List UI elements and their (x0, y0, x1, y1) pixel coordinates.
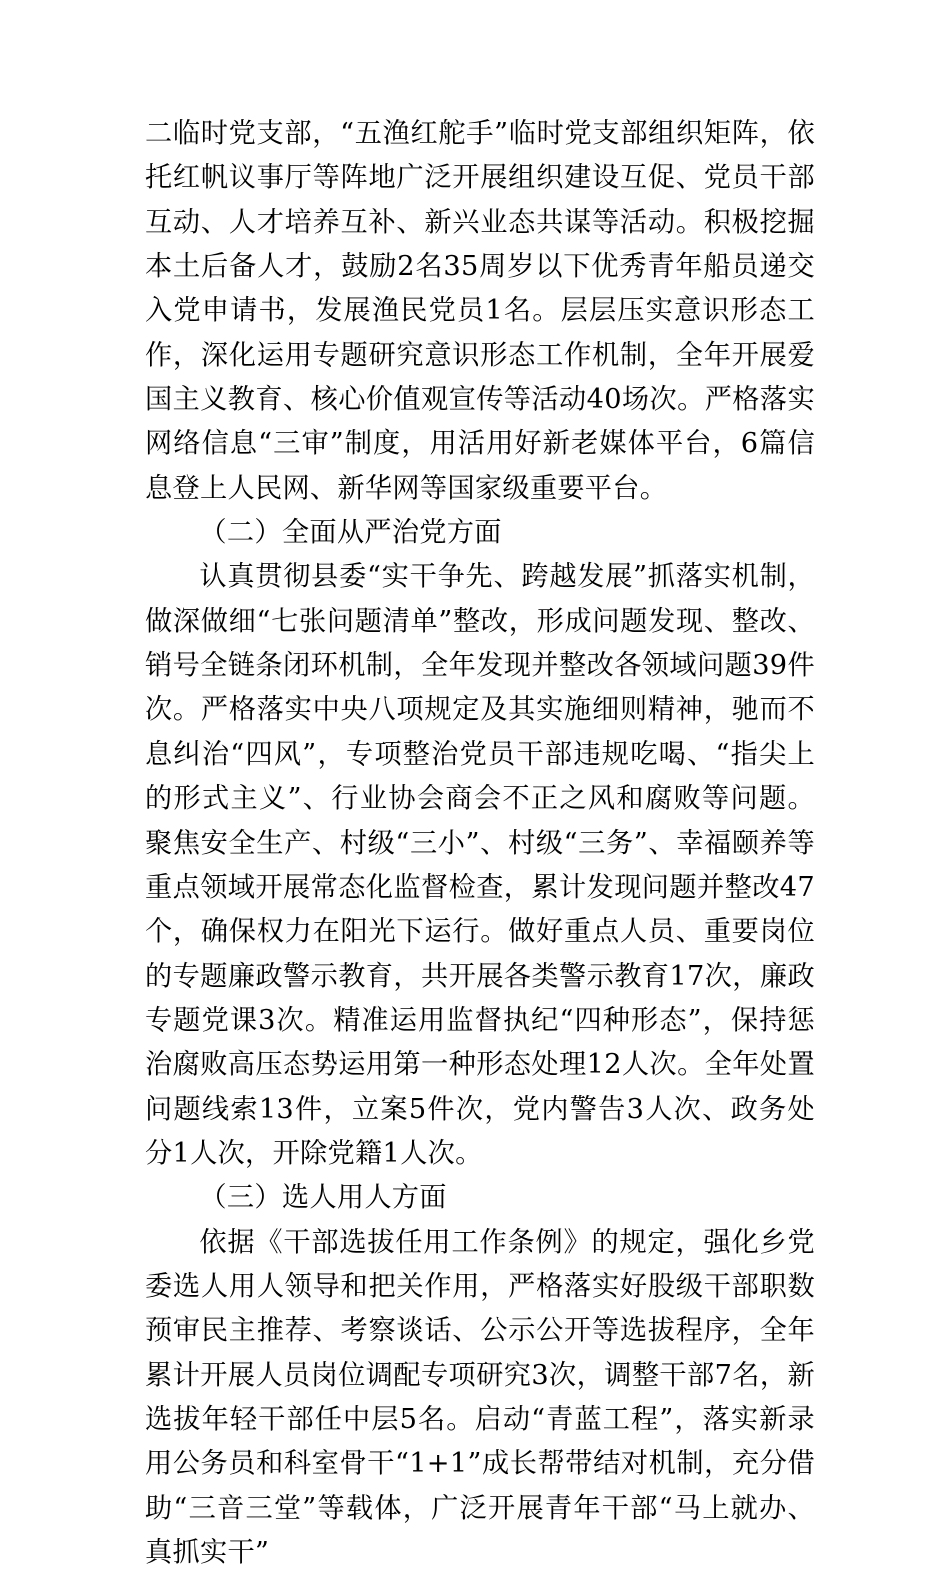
paragraph-party-branch: 二临时党支部，“五渔红舵手”临时党支部组织矩阵，依托红帆议事厅等阵地广泛开展组织建设互促、党员干部互动、人才培养互补、新兴业态共谋等活动。积极挖掘本土后备人才，鼓励2名35周岁以下优秀青年船员递交入党申请书，发展渔民党员1名。层层压实意识形态工作，深化运用专题研究意识形态工作机制，全年开展爱国主义教育、核心价值观宣传等活动40场次。严格落实网络信息“三审”制度，用活用好新老媒体平台，6篇信息登上人民网、新华网等国家级重要平台。 (145, 118, 815, 504)
section-heading-party-governance: （二）全面从严治党方面 (199, 517, 502, 549)
document-body (145, 112, 815, 1575)
paragraph-party-governance: 认真贯彻县委“实干争先、跨越发展”抓落实机制，做深做细“七张问题清单”整改，形成问题发现、整改、销号全链条闭环机制，全年发现并整改各领域问题39件次。严格落实中央八项规定及其实施细则精神，驰而不息纠治“四风”，专项整治党员干部违规吃喝、“指尖上的形式主义”、行业协会商会不正之风和腐败等问题。聚焦安全生产、村级“三小”、村级“三务”、幸福颐养等重点领域开展常态化监督检查，累计发现问题并整改47个，确保权力在阳光下运行。做好重点人员、重要岗位的专题廉政警示教育，共开展各类警示教育17次，廉政专题党课3次。精准运用监督执纪“四种形态”，保持惩治腐败高压态势运用第一种形态处理12人次。全年处置问题线索13件，立案5件次，党内警告3人次、政务处分1人次，开除党籍1人次。 (145, 561, 815, 1169)
paragraph-personnel-selection: 依据《干部选拔任用工作条例》的规定，强化乡党委选人用人领导和把关作用，严格落实好股级干部职数预审民主推荐、考察谈话、公示公开等选拔程序，全年累计开展人员岗位调配专项研究3次，调整干部7名，新选拔年轻干部任中层5名。启动“青蓝工程”，落实新录用公务员和科室骨干“1+1”成长帮带结对机制，充分借助“三音三堂”等载体，广泛开展青年干部“马上就办、真抓实干” (145, 1226, 815, 1568)
section-heading-personnel-selection: （三）选人用人方面 (199, 1182, 447, 1214)
